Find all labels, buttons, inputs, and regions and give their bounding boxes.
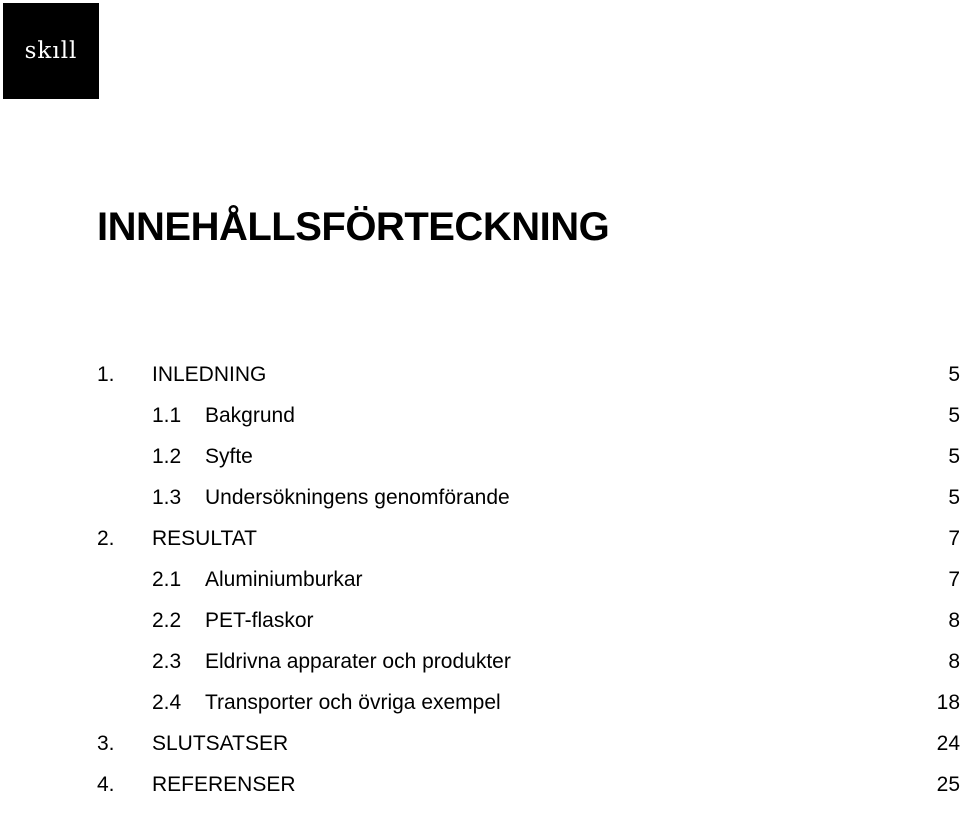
table-of-contents: [0, 362, 960, 813]
toc-entry-genomforande[interactable]: [0, 485, 960, 526]
toc-number: 2.4: [152, 691, 182, 714]
toc-label: Bakgrund: [205, 404, 295, 427]
toc-entry-transporter[interactable]: [0, 690, 960, 731]
toc-number: 2.1: [152, 568, 182, 591]
toc-label: Aluminiumburkar: [205, 568, 363, 591]
toc-number: 1.3: [152, 486, 182, 509]
toc-page: 7: [948, 527, 960, 550]
toc-entry-inledning[interactable]: [0, 362, 960, 403]
toc-entry-pet-flaskor[interactable]: [0, 608, 960, 649]
toc-number: 1.: [97, 363, 115, 386]
toc-label: Eldrivna apparater och produkter: [205, 650, 511, 673]
toc-page: 5: [948, 486, 960, 509]
toc-label: INLEDNING: [152, 363, 267, 386]
toc-page: 24: [936, 732, 960, 755]
page-title: INNEHÅLLSFÖRTECKNING: [97, 205, 610, 249]
toc-page: 5: [948, 404, 960, 427]
toc-page: 8: [948, 609, 960, 632]
toc-label: PET-flaskor: [205, 609, 314, 632]
toc-page: 5: [948, 363, 960, 386]
toc-page: 7: [948, 568, 960, 591]
toc-label: REFERENSER: [152, 773, 296, 796]
logo-text: skıll: [24, 38, 78, 64]
toc-number: 2.3: [152, 650, 182, 673]
toc-page: 18: [936, 691, 960, 714]
toc-label: Undersökningens genomförande: [205, 486, 510, 509]
toc-page: 5: [948, 445, 960, 468]
toc-number: 2.: [97, 527, 115, 550]
toc-number: 1.1: [152, 404, 182, 427]
toc-entry-bakgrund[interactable]: [0, 403, 960, 444]
toc-number: 1.2: [152, 445, 182, 468]
toc-entry-eldrivna-apparater[interactable]: [0, 649, 960, 690]
toc-entry-slutsatser[interactable]: [0, 731, 960, 772]
skill-logo: [3, 3, 99, 99]
toc-label: RESULTAT: [152, 527, 258, 550]
toc-entry-referenser[interactable]: [0, 772, 960, 813]
toc-label: Syfte: [205, 445, 253, 468]
toc-number: 3.: [97, 732, 115, 755]
toc-number: 2.2: [152, 609, 182, 632]
toc-entry-aluminiumburkar[interactable]: [0, 567, 960, 608]
toc-page: 25: [936, 773, 960, 796]
toc-label: Transporter och övriga exempel: [205, 691, 501, 714]
toc-label: SLUTSATSER: [152, 732, 289, 755]
toc-number: 4.: [97, 773, 115, 796]
toc-entry-resultat[interactable]: [0, 526, 960, 567]
toc-page: 8: [948, 650, 960, 673]
toc-entry-syfte[interactable]: [0, 444, 960, 485]
